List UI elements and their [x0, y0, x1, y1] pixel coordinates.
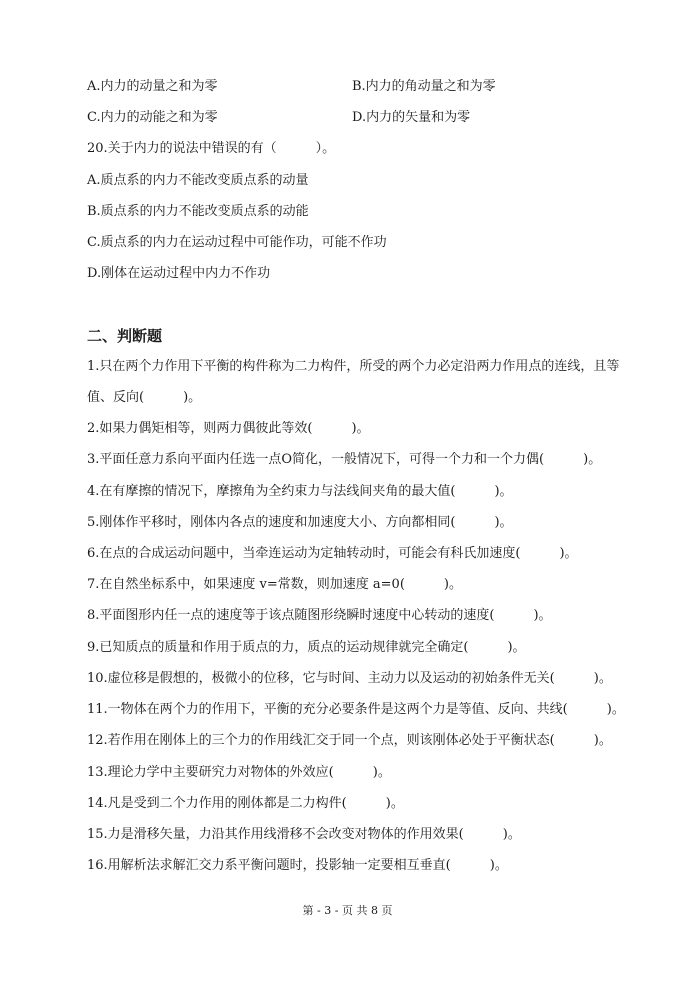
section-title: 二、判断题 — [87, 327, 163, 345]
tf-item-13: 13.理论力学中主要研究力对物体的外效应( )。 — [87, 765, 391, 780]
page-footer: 第 - 3 - 页 共 8 页 — [302, 904, 393, 917]
q19-option-d: D.内力的矢量和为零 — [352, 110, 471, 125]
q19-option-a: A.内力的动量之和为零 — [87, 79, 218, 94]
tf-item-1-cont: 值、反向( )。 — [87, 390, 202, 405]
tf-item-1: 1.只在两个力作用下平衡的构件称为二力构件，所受的两个力必定沿两力作用点的连线，且等 — [87, 359, 620, 374]
tf-item-4: 4.在有摩擦的情况下，摩擦角为全约束力与法线间夹角的最大值( )。 — [87, 484, 513, 499]
tf-item-6: 6.在点的合成运动问题中，当牵连运动为定轴转动时，可能会有科氏加速度( )。 — [87, 546, 578, 561]
tf-item-9: 9.已知质点的质量和作用于质点的力，质点的运动规律就完全确定( )。 — [87, 640, 526, 655]
tf-item-11: 11.一物体在两个力的作用下，平衡的充分必要条件是这两个力是等值、反向、共线( )。 — [87, 702, 625, 717]
tf-item-15: 15.力是滑移矢量，力沿其作用线滑移不会改变对物体的作用效果( )。 — [87, 827, 521, 842]
tf-item-16: 16.用解析法求解汇交力系平衡问题时，投影轴一定要相互垂直( )。 — [87, 858, 508, 873]
q19-option-c: C.内力的动能之和为零 — [87, 110, 218, 125]
tf-item-12: 12.若作用在刚体上的三个力的作用线汇交于同一个点，则该刚体必处于平衡状态( )。 — [87, 733, 612, 748]
q20-option-a: A.质点系的内力不能改变质点系的动量 — [87, 173, 309, 188]
tf-item-14: 14.凡是受到二个力作用的刚体都是二力构件( )。 — [87, 796, 404, 811]
tf-item-10: 10.虚位移是假想的，极微小的位移，它与时间、主动力以及运动的初始条件无关( )。 — [87, 671, 612, 686]
tf-item-3: 3.平面任意力系向平面内任选一点O简化，一般情况下，可得一个力和一个力偶( )。 — [87, 452, 602, 467]
q20-option-c: C.质点系的内力在运动过程中可能作功，可能不作功 — [87, 235, 387, 250]
tf-item-8: 8.平面图形内任一点的速度等于该点随图形绕瞬时速度中心转动的速度( )。 — [87, 608, 552, 623]
tf-item-5: 5.刚体作平移时，刚体内各点的速度和加速度大小、方向都相同( )。 — [87, 515, 513, 530]
q20-stem: 20.关于内力的说法中错误的有（ ）。 — [87, 141, 336, 156]
tf-item-7: 7.在自然坐标系中，如果速度 v=常数，则加速度 a=0( )。 — [87, 577, 462, 592]
q20-option-d: D.刚体在运动过程中内力不作功 — [87, 266, 271, 281]
tf-item-2: 2.如果力偶矩相等，则两力偶彼此等效( )。 — [87, 421, 370, 436]
q19-option-b: B.内力的角动量之和为零 — [352, 79, 496, 94]
q20-option-b: B.质点系的内力不能改变质点系的动能 — [87, 204, 309, 219]
